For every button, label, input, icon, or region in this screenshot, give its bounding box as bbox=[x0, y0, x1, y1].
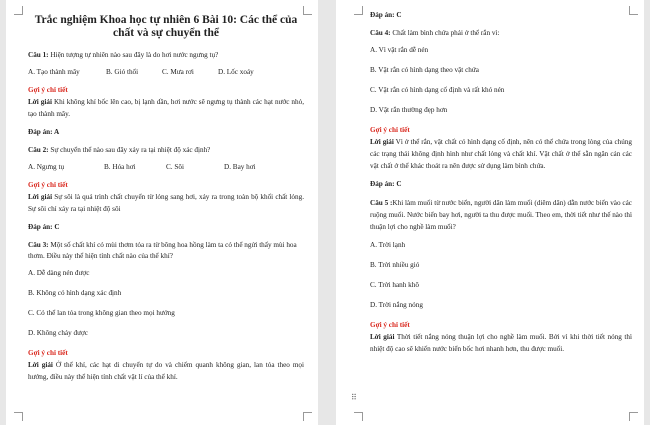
question-label: Câu 3: bbox=[28, 241, 49, 249]
question-5 bbox=[370, 197, 632, 233]
explanation-text: Sự sôi là quá trình chất chuyển từ lỏng sang hơi, xảy ra trong toàn bộ khối chất lỏng. Sự sôi chỉ xảy ra tại nhiệt độ sôi bbox=[28, 193, 305, 213]
hint-link[interactable]: Gợi ý chi tiết bbox=[28, 86, 68, 94]
margin-mark bbox=[303, 412, 312, 421]
option-d: D. Bay hơi bbox=[224, 163, 256, 171]
option-c: C. Trời hanh khô bbox=[370, 281, 419, 289]
hint-link[interactable]: Gợi ý chi tiết bbox=[370, 126, 410, 134]
question-1 bbox=[28, 50, 304, 61]
answer: Đáp án: C bbox=[28, 223, 60, 231]
hint-link[interactable]: Gợi ý chi tiết bbox=[370, 321, 410, 329]
margin-mark bbox=[629, 6, 638, 15]
explanation-label: Lời giải bbox=[28, 98, 52, 106]
explanation-label: Lời giải bbox=[28, 361, 53, 369]
question-3 bbox=[28, 240, 304, 262]
option-a: A. Ngưng tụ bbox=[28, 163, 65, 171]
document-page-left bbox=[6, 0, 318, 425]
question-label: Câu 4: bbox=[370, 29, 391, 37]
question-label: Câu 5 : bbox=[370, 199, 393, 207]
explanation bbox=[370, 331, 632, 355]
option-c: C. Có thể lan tỏa trong không gian theo mọi hướng bbox=[28, 309, 175, 317]
question-label: Câu 1: bbox=[28, 51, 49, 59]
answer: Đáp án: C bbox=[370, 180, 402, 188]
option-a: A. Dễ dàng nén được bbox=[28, 269, 90, 277]
question-label: Câu 2: bbox=[28, 146, 49, 154]
margin-mark bbox=[303, 6, 312, 15]
explanation bbox=[28, 359, 304, 383]
question-4 bbox=[370, 28, 632, 39]
explanation-label: Lời giải bbox=[28, 193, 53, 201]
option-b: B. Vật rắn có hình dạng theo vật chứa bbox=[370, 66, 479, 74]
explanation bbox=[370, 136, 632, 172]
option-a: A. Tạo thành mây bbox=[28, 68, 80, 76]
option-a: A. Trời lạnh bbox=[370, 241, 406, 249]
question-text: Một số chất khí có mùi thơm tỏa ra từ bông hoa hồng làm ta có thể ngửi thấy mùi hoa thơm. Điều này thể hiện tính chất nào của thể khí? bbox=[28, 241, 297, 260]
question-text: Chất làm bình chứa phải ở thể rắn vì: bbox=[390, 29, 500, 37]
option-b: B. Gió thổi bbox=[106, 68, 139, 76]
explanation bbox=[28, 96, 304, 120]
explanation-label: Lời giải bbox=[370, 333, 395, 341]
hint-link[interactable]: Gợi ý chi tiết bbox=[28, 181, 68, 189]
option-c: C. Sôi bbox=[166, 163, 184, 171]
option-c: C. Vật rắn có hình dạng cố định và rất khó nén bbox=[370, 86, 505, 94]
document-title: Trắc nghiệm Khoa học tự nhiên 6 Bài 10: Các thể của chất và sự chuyển thể bbox=[34, 14, 298, 39]
option-d: D. Không chảy được bbox=[28, 329, 88, 337]
option-a: A. Vì vật rắn dễ nén bbox=[370, 46, 429, 54]
question-1-options bbox=[28, 67, 304, 78]
drag-handle-icon[interactable]: ⠿ bbox=[351, 393, 358, 402]
margin-mark bbox=[14, 6, 23, 15]
question-text: Sự chuyển thể nào sau đây xảy ra tại nhiệt độ xác định? bbox=[48, 146, 211, 154]
question-2-options bbox=[28, 162, 304, 173]
option-b: B. Không có hình dạng xác định bbox=[28, 289, 122, 297]
question-2 bbox=[28, 145, 304, 156]
hint-link[interactable]: Gợi ý chi tiết bbox=[28, 349, 68, 357]
option-c: C. Mưa rơi bbox=[162, 68, 194, 76]
explanation-text: Vì ở thể rắn, vật chất có hình dạng cố định, nên có thể chứa trong lòng của chúng các trạng thái không định hình như chất lỏng và chất khí. Vật chất ở thể sẵn ngăn cản các vật chất ở thể khác thoát ra nên được sử dụng làm bình chứa. bbox=[370, 138, 633, 170]
option-b: B. Trời nhiều gió bbox=[370, 261, 420, 269]
question-text: Khi làm muối từ nước biển, người dân làm muối (diêm dân) dẫn nước biển vào các ruộng muối. Nước biển bay hơi, người ta thu được muối. Theo em, thời tiết như thế nào thì thuận lợi cho nghề làm muối? bbox=[370, 199, 632, 231]
margin-mark bbox=[354, 6, 363, 15]
explanation-text: Thời tiết nắng nóng thuận lợi cho nghề làm muối. Bởi vì khi thời tiết nóng thì nhiệt độ cao sẽ khiến nước biển bốc hơi nhanh hơn, thu được muối. bbox=[370, 333, 632, 353]
explanation-label: Lời giải bbox=[370, 138, 394, 146]
answer: Đáp án: C bbox=[370, 11, 402, 19]
margin-mark bbox=[629, 412, 638, 421]
option-d: D. Trời nắng nóng bbox=[370, 301, 423, 309]
answer: Đáp án: A bbox=[28, 128, 60, 136]
option-b: B. Hóa hơi bbox=[104, 163, 136, 171]
question-text: Hiện tượng tự nhiên nào sau đây là do hơi nước ngưng tụ? bbox=[48, 51, 219, 59]
option-d: D. Lốc xoáy bbox=[218, 68, 254, 76]
document-page-right bbox=[336, 0, 644, 425]
option-d: D. Vật rắn thường đẹp hơn bbox=[370, 106, 448, 114]
margin-mark bbox=[14, 412, 23, 421]
explanation-text: Ở thể khí, các hạt di chuyển tự do và chiếm quanh không gian, lan tỏa theo mọi hướng, điều này thể hiện tính chất vật lí của thể khí. bbox=[28, 361, 305, 381]
margin-mark bbox=[354, 412, 363, 421]
explanation-text: Khi không khí bốc lên cao, bị lạnh dần, hơi nước sẽ ngưng tụ thành các hạt nước nhỏ, tạo thành mây. bbox=[28, 98, 304, 118]
explanation bbox=[28, 191, 304, 215]
